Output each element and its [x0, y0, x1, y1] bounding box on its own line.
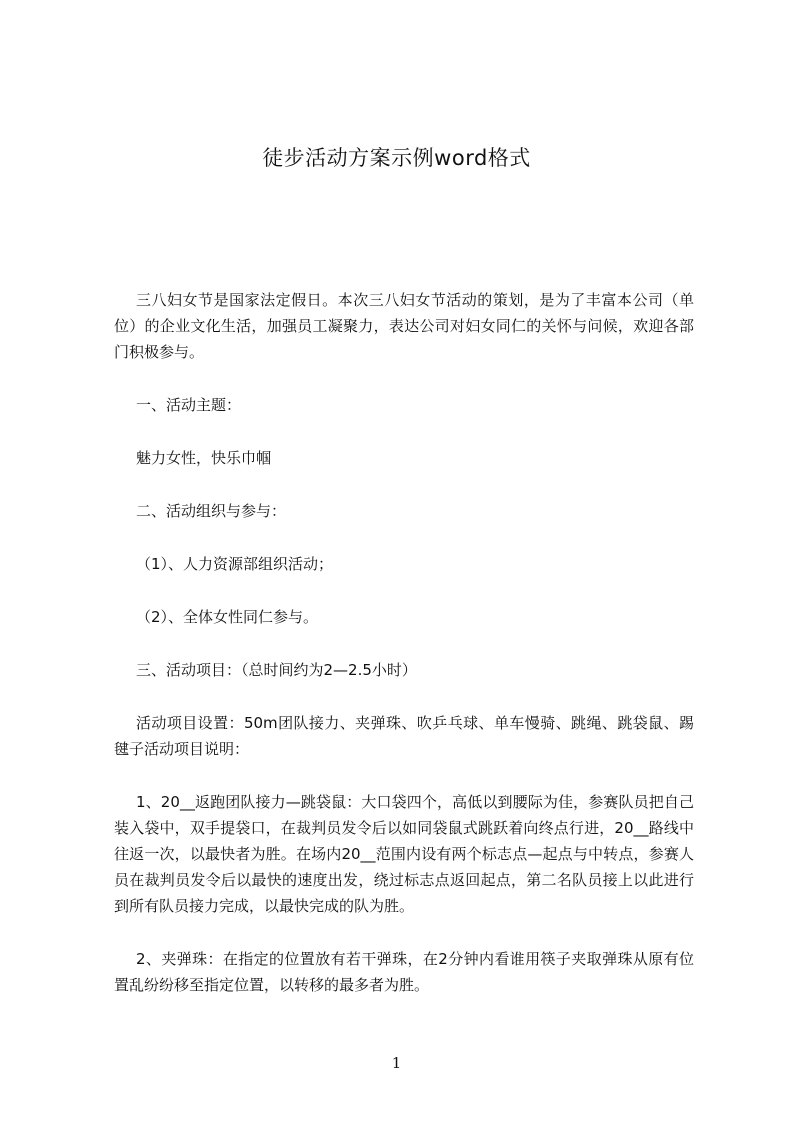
activity-description-1: 1、20__返跑团队接力—跳袋鼠：大口袋四个，高低以到腰际为佳，参赛队员把自己装入袋中，双手提袋口，在裁判员发令后以如同袋鼠式跳跃着向终点行进，20__路线中往返一次，以最快者为胜。在场内20__范围内设有两个标志点—起点与中转点，参赛人员在裁判员发令后以最快的速度出发，绕过标志点返回起点，第二名队员接上以此进行到所有队员接力完成，以最快完成的队为胜。 — [114, 793, 694, 915]
theme-text: 魅力女性，快乐巾帼 — [136, 449, 272, 467]
intro-paragraph: 三八妇女节是国家法定假日。本次三八妇女节活动的策划，是为了丰富本公司（单位）的企业文化生活，加强员工凝聚力，表达公司对妇女同仁的关怀与问候，欢迎各部门积极参与。 — [114, 291, 694, 361]
activity-description-2: 2、夹弹珠：在指定的位置放有若干弹珠，在2分钟内看谁用筷子夹取弹珠从原有位置乱纷纷移至指定位置，以转移的最多者为胜。 — [114, 950, 694, 994]
page-number: 1 — [391, 1054, 402, 1072]
section-heading-theme: 一、活动主题： — [136, 396, 242, 414]
document-title: 徒步活动方案示例word格式 — [262, 146, 531, 170]
organization-item-1: （1）、人力资源部组织活动； — [136, 555, 334, 573]
section-heading-organization: 二、活动组织与参与： — [136, 502, 287, 520]
document-body — [114, 287, 694, 998]
section-heading-activities: 三、活动项目：（总时间约为2—2.5小时） — [136, 661, 417, 679]
activities-setting-paragraph: 活动项目设置：50m团队接力、夹弹珠、吹乒乓球、单车慢骑、跳绳、跳袋鼠、踢毽子活动项目说明： — [114, 714, 694, 758]
organization-item-2: （2）、全体女性同仁参与。 — [136, 608, 319, 626]
